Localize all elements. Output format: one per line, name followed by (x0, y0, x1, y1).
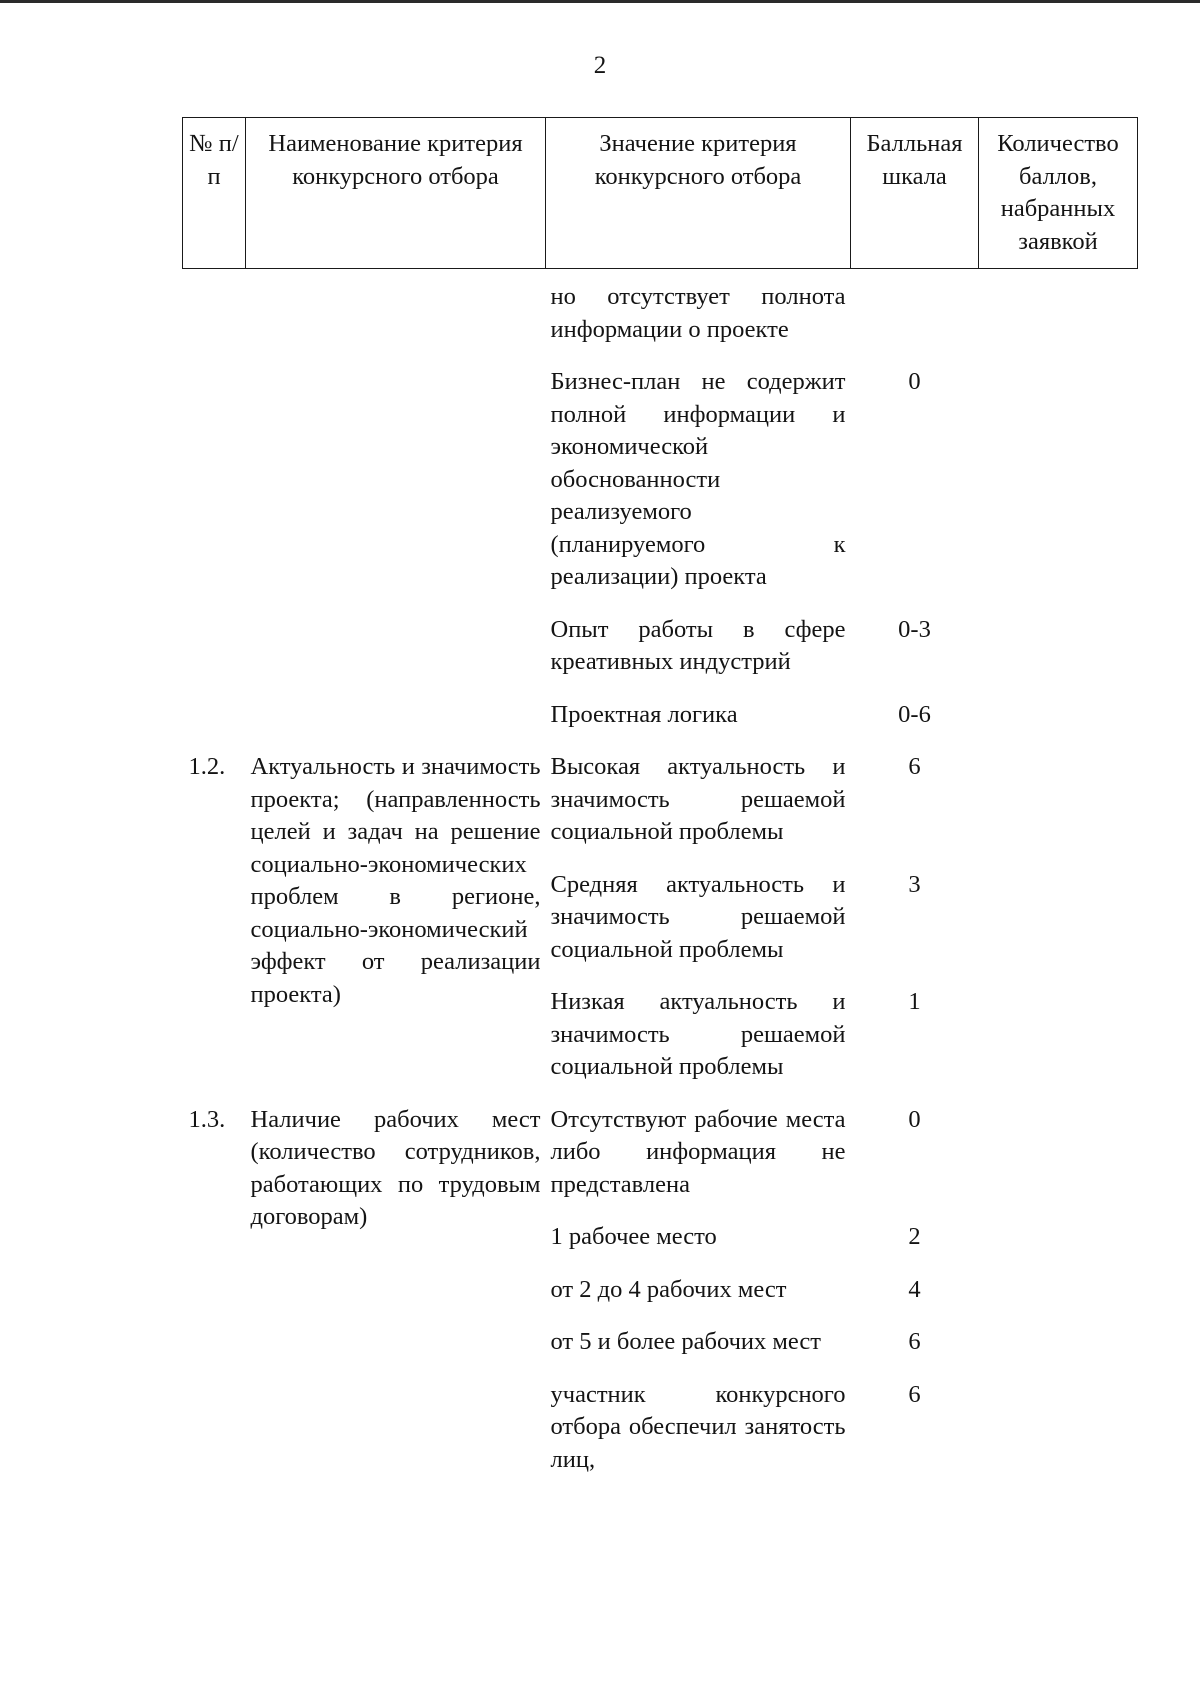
criterion-value: Низкая актуальность и значимость решаемой социальной проблемы (550, 988, 846, 1080)
score-total (979, 269, 1138, 367)
criterion-number: 1.3. (188, 1105, 226, 1133)
score-scale: 1 (908, 988, 921, 1015)
score-scale: 0 (908, 368, 921, 395)
table-row (183, 699, 1138, 752)
score-scale: 6 (908, 1380, 921, 1408)
criterion-value: Средняя актуальность и значимость решаемой социальной проблемы (550, 870, 846, 963)
score-total (979, 1104, 1138, 1222)
table-row (183, 614, 1138, 699)
criterion-name (246, 614, 546, 699)
score-total (979, 366, 1138, 614)
criterion-value: Отсутствуют рабочие места либо информация не представлена (550, 1105, 846, 1198)
header-value: Значение критерия конкурсного отбора (546, 118, 851, 269)
score-total (979, 614, 1138, 699)
score-scale (851, 269, 979, 367)
score-total (979, 699, 1138, 752)
criterion-number: 1.2. (188, 753, 226, 780)
header-num: № п/п (183, 118, 246, 269)
criterion-name: Наличие рабочих мест (количество сотрудников, работающих по трудовым договорам) (250, 1105, 541, 1230)
score-scale: 6 (908, 753, 921, 780)
criterion-value: но отсутствует полнота информации о проекте (550, 283, 846, 343)
score-scale: 0 (908, 1105, 921, 1133)
score-total (979, 986, 1138, 1104)
table-header-row (183, 118, 1138, 269)
score-scale: 3 (908, 870, 921, 898)
page-number: 2 (593, 52, 607, 79)
criterion-value: Проектная логика (550, 700, 738, 728)
scan-top-edge (0, 0, 1200, 3)
criterion-value: Бизнес-план не содержит полной информации и экономической обоснованности реализуемого (планируемого к реализации) проекта (550, 368, 846, 590)
score-total (979, 1379, 1138, 1497)
criterion-number (183, 269, 246, 367)
score-scale: 4 (908, 1275, 921, 1303)
criterion-value: участник конкурсного отбора обеспечил занятость лиц, (550, 1380, 846, 1473)
criterion-name (246, 269, 546, 367)
table-row (183, 1104, 1138, 1222)
criterion-value: Высокая актуальность и значимость решаемой социальной проблемы (550, 753, 846, 845)
criterion-number (183, 366, 246, 614)
score-total (979, 1221, 1138, 1274)
table-body (183, 269, 1138, 1497)
criterion-value: от 5 и более рабочих мест (550, 1328, 821, 1355)
table-row (183, 269, 1138, 367)
table-row (183, 366, 1138, 614)
criterion-number (183, 614, 246, 699)
score-scale: 0-6 (898, 700, 931, 728)
criterion-name: Актуальность и значимость проекта; (направленность целей и задач на решение социально-экономических проблем в регионе, социально-экономический эффект от реализации проекта) (250, 753, 541, 1008)
score-total (979, 869, 1138, 987)
criterion-value: 1 рабочее место (550, 1223, 717, 1250)
criterion-name (246, 366, 546, 614)
criterion-number (183, 699, 246, 752)
score-scale: 2 (908, 1223, 921, 1250)
score-total (979, 1274, 1138, 1327)
score-scale: 6 (908, 1328, 921, 1355)
criterion-value: Опыт работы в сфере креативных индустрий (550, 615, 846, 675)
criterion-value: от 2 до 4 рабочих мест (550, 1275, 787, 1303)
header-scale: Балльная шкала (851, 118, 979, 269)
score-total (979, 751, 1138, 869)
score-scale: 0-3 (898, 615, 931, 643)
criterion-name (246, 699, 546, 752)
criteria-table (182, 117, 1138, 1496)
header-total: Количество баллов, набранных заявкой (979, 118, 1138, 269)
header-name: Наименование критерия конкурсного отбора (246, 118, 546, 269)
table-row (183, 751, 1138, 869)
score-total (979, 1326, 1138, 1379)
